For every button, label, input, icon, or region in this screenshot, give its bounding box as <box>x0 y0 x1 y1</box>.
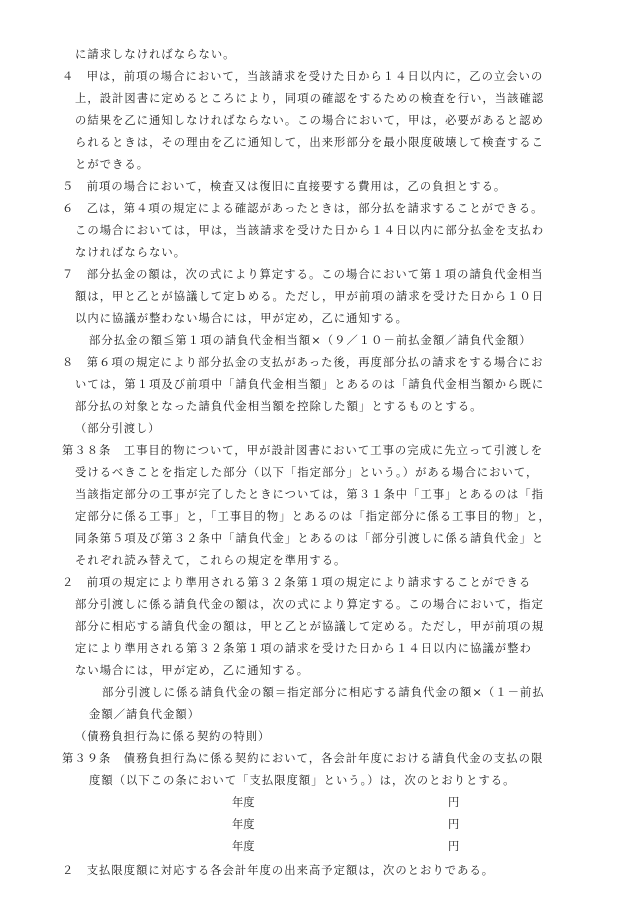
paragraph-line: ４ 甲は，前項の場合において，当該請求を受けた日から１４日以内に，乙の立会いの <box>62 70 544 83</box>
paragraph-line: とができる。 <box>75 158 150 171</box>
paragraph-line: ５ 前項の場合において，検査又は復旧に直接要する費用は，乙の負担とする。 <box>62 180 507 193</box>
paragraph-line: ２ 支払限度額に対応する各会計年度の出来高予定額は，次のとおりである。 <box>62 864 495 877</box>
article-heading-line: 第３８条 工事目的物について，甲が設計図書において工事の完成に先立って引渡しを <box>62 444 544 457</box>
formula-line: 金額／請負代金額） <box>89 708 201 721</box>
paragraph-line: に請求しなければならない。 <box>75 48 236 61</box>
paragraph-line: 定により準用される第３２条第１項の請求を受けた日から１４日以内に協議が整わ <box>75 642 532 655</box>
paragraph-line: 同条第５項及び第３２条中「請負代金」とあるのは「部分引渡しに係る請負代金」と <box>75 532 545 545</box>
formula-line: 部分引渡しに係る請負代金の額＝指定部分に相応する請負代金の額×（１－前払 <box>102 686 545 699</box>
year-label: 年度 <box>232 840 255 853</box>
article-heading-line: 第３９条 債務負担行為に係る契約において，各会計年度における請負代金の支払の限 <box>62 752 544 765</box>
yen-unit: 円 <box>448 840 460 853</box>
paragraph-line: 部分に相応する請負代金の額は，甲と乙とが協議して定める。ただし，甲が前項の規 <box>75 620 545 633</box>
paragraph-line: 当該指定部分の工事が完了したときについては，第３１条中「工事」とあるのは「指 <box>75 488 544 501</box>
paragraph-line: られるときは，その理由を乙に通知して，出来形部分を最小限度破壊して検査するこ <box>75 136 544 149</box>
paragraph-line: 部分払の対象となった請負代金相当額を控除した額」とするものとする。 <box>75 400 483 413</box>
paragraph-line: 上，設計図書に定めるところにより，同項の確認をするための検査を行い，当該確認 <box>75 92 545 105</box>
paragraph-line: この場合においては，甲は，当該請求を受けた日から１４日以内に部分払金を支払わ <box>75 224 545 237</box>
paragraph-line: 定部分に係る工事」と，「工事目的物」とあるのは「指定部分に係る工事目的物」と， <box>75 510 551 523</box>
paragraph-line: の結果を乙に通知しなければならない。この場合において，甲は，必要があると認め <box>75 114 544 127</box>
paragraph-line: ７ 部分払金の額は，次の式により算定する。この場合において第１項の請負代金相当 <box>62 268 544 281</box>
paragraph-line: ６ 乙は，第４項の規定による確認があったときは，部分払を請求することができる。 <box>62 202 544 215</box>
paragraph-line: いては，第１項及び前項中「請負代金相当額」とあるのは「請負代金相当額から既に <box>75 378 545 391</box>
formula-line: 部分払金の額≦第１項の請負代金相当額×（９／１０－前払金額／請負代金額） <box>89 334 532 347</box>
paragraph-line: なければならない。 <box>75 246 187 259</box>
paragraph-line: ない場合には，甲が定め，乙に通知する。 <box>75 664 310 677</box>
section-caption: （部分引渡し） <box>75 422 161 435</box>
yen-unit: 円 <box>448 818 460 831</box>
yen-unit: 円 <box>448 796 460 809</box>
paragraph-line: 以内に協議が整わない場合には，甲が定め，乙に通知する。 <box>75 312 408 325</box>
paragraph-line: ２ 前項の規定により準用される第３２条第１項の規定により請求することができる <box>62 576 532 589</box>
section-caption: （債務負担行為に係る契約の特則） <box>75 730 271 743</box>
year-label: 年度 <box>232 818 255 831</box>
year-label: 年度 <box>232 796 255 809</box>
paragraph-line: ８ 第６項の規定により部分払金の支払があった後，再度部分払の請求をする場合にお <box>62 356 544 369</box>
paragraph-line: それぞれ読み替えて，これらの規定を準用する。 <box>75 554 347 567</box>
paragraph-line: 度額（以下この条において「支払限度額」という。）は，次のとおりとする。 <box>89 774 516 787</box>
paragraph-line: 額は，甲と乙とが協議して定ｂめる。ただし，甲が前項の請求を受けた日から１０日 <box>75 290 545 303</box>
paragraph-line: 部分引渡しに係る請負代金の額は，次の式により算定する。この場合において，指定 <box>75 598 544 611</box>
paragraph-line: 受けるべきことを指定した部分（以下「指定部分」という。）がある場合において， <box>75 466 539 479</box>
